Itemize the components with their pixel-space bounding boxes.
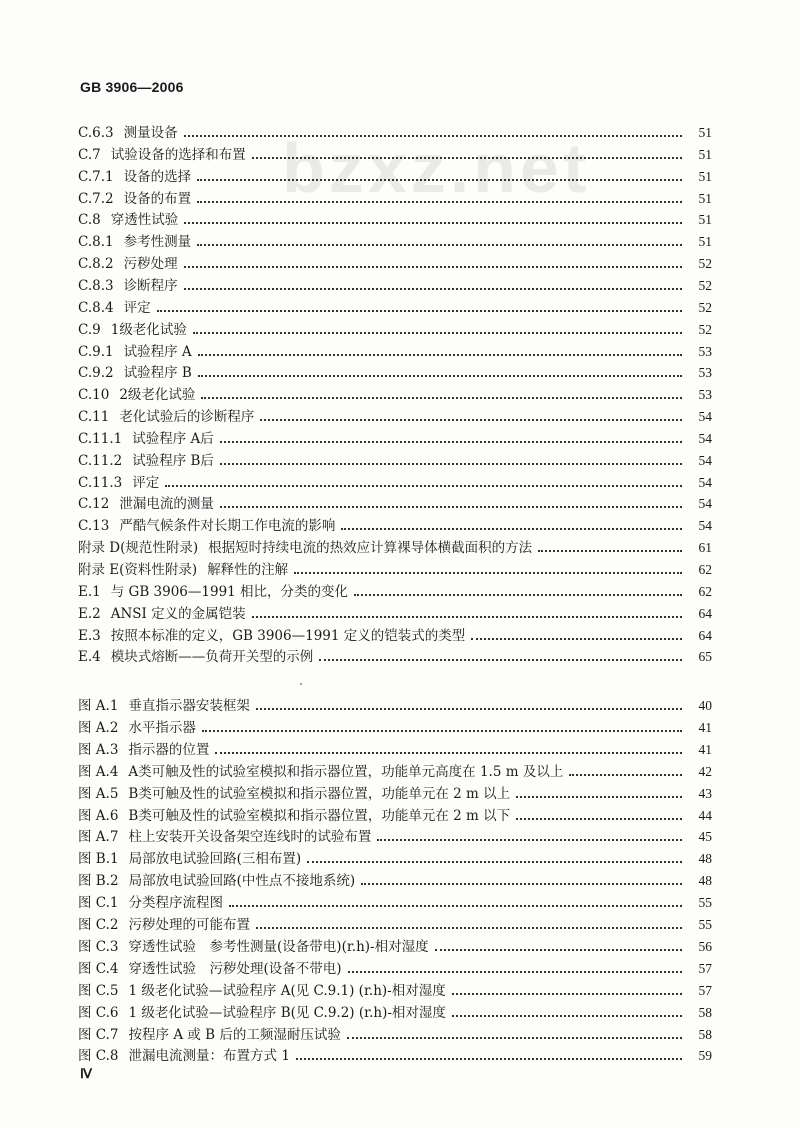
dot-leader xyxy=(569,774,682,776)
page-number: 53 xyxy=(698,387,712,403)
page-number: 45 xyxy=(698,829,712,845)
toc-entry xyxy=(78,141,712,163)
toc-entry-number: C.6.3 xyxy=(78,125,114,141)
page-number: 52 xyxy=(698,277,712,293)
dot-leader xyxy=(354,594,682,596)
dot-leader xyxy=(229,905,682,907)
toc-entry-title: 按照本标准的定义，GB 3906—1991 定义的铠装式的类型 xyxy=(110,627,466,644)
toc-entry xyxy=(78,272,712,294)
page-number: 43 xyxy=(698,785,712,801)
toc-entry xyxy=(78,512,712,534)
page-number: 40 xyxy=(698,698,712,713)
dot-leader xyxy=(220,441,682,443)
page-number: 41 xyxy=(698,741,712,757)
toc-entry-number: C.11.1 xyxy=(78,430,123,447)
dot-leader xyxy=(197,201,682,203)
page-number: 62 xyxy=(698,583,712,599)
figure-number: 图 A.3 xyxy=(78,741,119,758)
figure-number: 图 C.5 xyxy=(78,982,119,999)
page-number: 53 xyxy=(698,365,712,381)
toc-entry-number: C.8.1 xyxy=(78,234,114,251)
figure-number: 图 B.1 xyxy=(78,851,119,868)
figure-title: 泄漏电流测量：布置方式 1 xyxy=(128,1048,290,1065)
page-number: 54 xyxy=(698,496,712,512)
page-number: 64 xyxy=(698,605,712,621)
toc-entry xyxy=(78,228,712,250)
page-number: 61 xyxy=(698,540,712,556)
dot-leader xyxy=(452,1015,682,1017)
figure-list-item xyxy=(78,802,712,824)
page-number: 51 xyxy=(698,168,712,184)
figure-title: 1 级老化试验—试验程序 A(见 C.9.1) (r.h)-相对湿度 xyxy=(128,982,446,999)
dot-leader xyxy=(516,818,682,820)
dot-leader xyxy=(256,708,682,710)
dot-leader xyxy=(435,949,682,951)
figure-list-item xyxy=(78,933,712,955)
toc-entry-title: 泄漏电流的测量 xyxy=(119,496,214,513)
page-number: 52 xyxy=(698,321,712,337)
toc-entry-title: 试验程序 A后 xyxy=(132,430,214,447)
dot-leader xyxy=(157,310,682,312)
figure-list-item xyxy=(78,692,712,714)
page-number: 58 xyxy=(698,1026,712,1042)
dot-leader xyxy=(184,135,682,137)
page-number: 51 xyxy=(698,190,712,206)
figure-list-item xyxy=(78,736,712,758)
toc-entry-number: C.12 xyxy=(78,496,110,513)
dot-leader xyxy=(165,485,682,487)
toc-entry xyxy=(78,381,712,403)
dot-leader xyxy=(197,179,682,181)
dot-leader xyxy=(256,927,682,929)
dot-leader xyxy=(348,971,682,973)
figure-number: 图 A.2 xyxy=(78,719,119,736)
figure-title: 局部放电试验回路(中性点不接地系统) xyxy=(128,873,356,890)
toc-entry-title: 2级老化试验 xyxy=(119,387,196,404)
figure-title: 穿透性试验 污秽处理(设备不带电) xyxy=(128,960,342,977)
figure-number: 图 C.7 xyxy=(78,1026,119,1043)
figure-list-item xyxy=(78,911,712,933)
toc-entry xyxy=(78,250,712,272)
toc-entry-number: 附录 D(规范性附录) xyxy=(78,540,199,557)
toc-entry-number: C.13 xyxy=(78,518,110,535)
toc-entry-number: C.8.2 xyxy=(78,256,114,273)
figure-list-item xyxy=(78,714,712,736)
toc-entry-number: C.9.2 xyxy=(78,365,114,382)
toc-entry-number: E.3 xyxy=(78,627,101,644)
toc-entry-title: 评定 xyxy=(123,299,151,316)
figure-list-item xyxy=(78,758,712,780)
figure-list-item xyxy=(78,823,712,845)
dot-leader xyxy=(193,332,682,334)
toc-entry-number: C.10 xyxy=(78,387,110,404)
page-number: 51 xyxy=(698,234,712,250)
page-number: 51 xyxy=(698,125,712,140)
dot-leader xyxy=(347,1037,682,1039)
page-number: 52 xyxy=(698,256,712,272)
toc-entry-number: E.2 xyxy=(78,605,101,622)
figure-title: 污秽处理的可能布置 xyxy=(128,917,251,933)
toc-entry xyxy=(78,185,712,207)
toc-entry-title: 评定 xyxy=(132,474,160,491)
page-number: 41 xyxy=(698,719,712,735)
toc-entry-title: 穿透性试验 xyxy=(110,212,179,229)
figure-list-item xyxy=(78,999,712,1021)
dot-leader xyxy=(198,375,682,377)
toc-entry-title: 试验设备的选择和布置 xyxy=(110,146,246,163)
figure-number: 图 A.5 xyxy=(78,785,119,802)
toc-entry xyxy=(78,622,712,644)
toc-entry-title: 试验程序 A xyxy=(123,343,192,360)
page-number: 57 xyxy=(698,982,712,998)
toc-entry xyxy=(78,469,712,491)
toc-entry xyxy=(78,359,712,381)
dot-leader xyxy=(377,839,682,841)
figure-title: 柱上安装开关设备架空连线时的试验布置 xyxy=(128,829,372,846)
figure-list-item xyxy=(78,845,712,867)
figure-title: A类可触及性的试验室模拟和指示器位置，功能单元高度在 1.5 m 及以上 xyxy=(128,763,564,780)
dot-leader xyxy=(220,463,682,465)
dot-leader xyxy=(184,288,682,290)
figure-number: 图 A.6 xyxy=(78,807,119,824)
toc-entry-number: C.7.1 xyxy=(78,168,114,185)
toc-entry-title: 与 GB 3906—1991 相比，分类的变化 xyxy=(110,583,349,600)
toc-entry xyxy=(78,556,712,578)
page-number: 55 xyxy=(698,917,712,932)
figure-title: 局部放电试验回路(三相布置) xyxy=(128,851,302,868)
page-number: 64 xyxy=(698,627,712,643)
toc-entry xyxy=(78,578,712,600)
figure-list-item xyxy=(78,867,712,889)
toc-entry-number: C.7 xyxy=(78,146,101,163)
figure-title: 分类程序流程图 xyxy=(128,895,224,912)
dot-leader xyxy=(202,730,682,732)
page-number: 51 xyxy=(698,212,712,228)
figure-number: 图 C.1 xyxy=(78,895,119,912)
figure-list-item xyxy=(78,977,712,999)
toc-entry-title: 污秽处理 xyxy=(123,256,178,273)
toc-entry xyxy=(78,425,712,447)
toc-entry-number: C.11.3 xyxy=(78,474,123,491)
document-code-header: GB 3906—2006 xyxy=(80,79,184,95)
toc-entry-title: 试验程序 B后 xyxy=(132,452,214,469)
toc-entry-number: 附录 E(资料性附录) xyxy=(78,562,198,578)
figure-number: 图 C.3 xyxy=(78,938,119,955)
dot-leader xyxy=(538,550,682,552)
page-number: 55 xyxy=(698,895,712,911)
toc-entry-number: C.11 xyxy=(78,409,110,426)
dot-leader xyxy=(201,397,682,399)
toc-entry-title: ANSI 定义的金属铠装 xyxy=(110,605,246,622)
dot-leader xyxy=(516,796,682,798)
toc-entry-number: C.7.2 xyxy=(78,190,114,207)
figure-number: 图 C.8 xyxy=(78,1048,119,1065)
page-number: 51 xyxy=(698,146,712,162)
toc-entry-title: 诊断程序 xyxy=(123,277,178,294)
toc-entry-title: 根据短时持续电流的热效应计算裸导体横截面积的方法 xyxy=(208,540,533,557)
toc-entry-number: C.9 xyxy=(78,321,101,338)
toc-entry-number: C.9.1 xyxy=(78,343,114,360)
page-number: 54 xyxy=(698,474,712,490)
figure-title: 指示器的位置 xyxy=(128,741,210,758)
figure-number: 图 A.7 xyxy=(78,829,119,846)
dot-leader xyxy=(452,993,682,995)
toc-entry xyxy=(78,447,712,469)
toc-entry-title: 1级老化试验 xyxy=(110,321,187,338)
page-number: 54 xyxy=(698,518,712,534)
dot-leader xyxy=(252,616,682,618)
dot-leader xyxy=(307,861,682,863)
figure-number: 图 B.2 xyxy=(78,873,119,890)
page-number: 54 xyxy=(698,409,712,425)
toc-entry-title: 试验程序 B xyxy=(123,365,192,382)
figure-title: B类可触及性的试验室模拟和指示器位置，功能单元在 2 m 以上 xyxy=(128,785,511,802)
dot-leader xyxy=(197,244,682,246)
page-number: 57 xyxy=(698,960,712,976)
figure-title: 水平指示器 xyxy=(128,719,196,736)
dot-leader xyxy=(198,354,682,356)
toc-entry xyxy=(78,534,712,556)
dot-leader xyxy=(361,883,682,885)
page-number: 54 xyxy=(698,452,712,468)
figure-title: 垂直指示器安装框架 xyxy=(128,698,250,714)
dot-leader xyxy=(252,157,682,159)
dot-leader xyxy=(341,528,682,530)
toc-entry xyxy=(78,490,712,512)
figure-list-item xyxy=(78,889,712,911)
toc-entry xyxy=(78,600,712,622)
dot-leader xyxy=(471,638,682,640)
toc-entry-title: 严酷气候条件对长期工作电流的影响 xyxy=(119,518,336,535)
page-number: 65 xyxy=(698,649,712,665)
toc-entry-number: E.4 xyxy=(78,649,101,666)
figure-title: 按程序 A 或 B 后的工频湿耐压试验 xyxy=(128,1026,341,1043)
toc-entry-number: C.8 xyxy=(78,212,101,229)
page-number: 53 xyxy=(698,343,712,359)
toc-entry-title: 设备的选择 xyxy=(123,168,192,185)
dot-leader xyxy=(215,752,682,754)
toc-entry-title: 模块式熔断——负荷开关型的示例 xyxy=(110,649,314,666)
figure-number: 图 A.1 xyxy=(78,698,119,714)
page-number: 54 xyxy=(698,430,712,446)
toc-entry-title: 测量设备 xyxy=(123,125,178,141)
figure-list-item xyxy=(78,1042,712,1064)
section-divider-dot xyxy=(300,683,302,685)
dot-leader xyxy=(260,419,682,421)
figure-number: 图 C.4 xyxy=(78,960,119,977)
figure-list-item xyxy=(78,955,712,977)
dot-leader xyxy=(296,1058,682,1060)
toc-entry xyxy=(78,294,712,316)
page-number: 58 xyxy=(698,1004,712,1020)
figure-title: 穿透性试验 参考性测量(设备带电)(r.h)-相对湿度 xyxy=(128,938,429,955)
toc-entry-title: 解释性的注解 xyxy=(207,562,289,578)
figure-number: 图 A.4 xyxy=(78,763,119,780)
figure-number: 图 C.6 xyxy=(78,1004,119,1021)
toc-entry-title: 老化试验后的诊断程序 xyxy=(119,409,255,426)
toc-entry xyxy=(78,643,712,665)
watermark: bzxz.net xyxy=(282,129,591,207)
toc-entry-number: E.1 xyxy=(78,583,101,600)
figure-title: B类可触及性的试验室模拟和指示器位置，功能单元在 2 m 以下 xyxy=(128,807,511,824)
toc-entry-title: 设备的布置 xyxy=(123,190,192,207)
page-number: 59 xyxy=(698,1048,712,1064)
toc-entry xyxy=(78,119,712,141)
toc-entry xyxy=(78,163,712,185)
figure-list-item xyxy=(78,780,712,802)
page-number: 62 xyxy=(698,562,712,577)
page-number: 44 xyxy=(698,807,712,823)
dot-leader xyxy=(184,222,682,224)
dot-leader xyxy=(220,506,682,508)
toc-entry-number: C.8.3 xyxy=(78,277,114,294)
page-number: 48 xyxy=(698,851,712,867)
toc-entry xyxy=(78,338,712,360)
page-number-footer: Ⅳ xyxy=(80,1066,92,1081)
toc-entry-number: C.11.2 xyxy=(78,452,123,469)
dot-leader xyxy=(294,572,682,574)
figure-title: 1 级老化试验—试验程序 B(见 C.9.2) (r.h)-相对湿度 xyxy=(128,1004,446,1021)
page-number: 42 xyxy=(698,763,712,779)
toc-entry-number: C.8.4 xyxy=(78,299,114,316)
toc-entry xyxy=(78,316,712,338)
dot-leader xyxy=(319,659,682,661)
figure-number: 图 C.2 xyxy=(78,917,119,933)
page-number: 56 xyxy=(698,938,712,954)
toc-entry xyxy=(78,206,712,228)
dot-leader xyxy=(184,266,682,268)
page-number: 52 xyxy=(698,299,712,315)
page-number: 48 xyxy=(698,873,712,889)
figure-list-item xyxy=(78,1021,712,1043)
toc-entry-title: 参考性测量 xyxy=(123,234,192,251)
toc-entry xyxy=(78,403,712,425)
